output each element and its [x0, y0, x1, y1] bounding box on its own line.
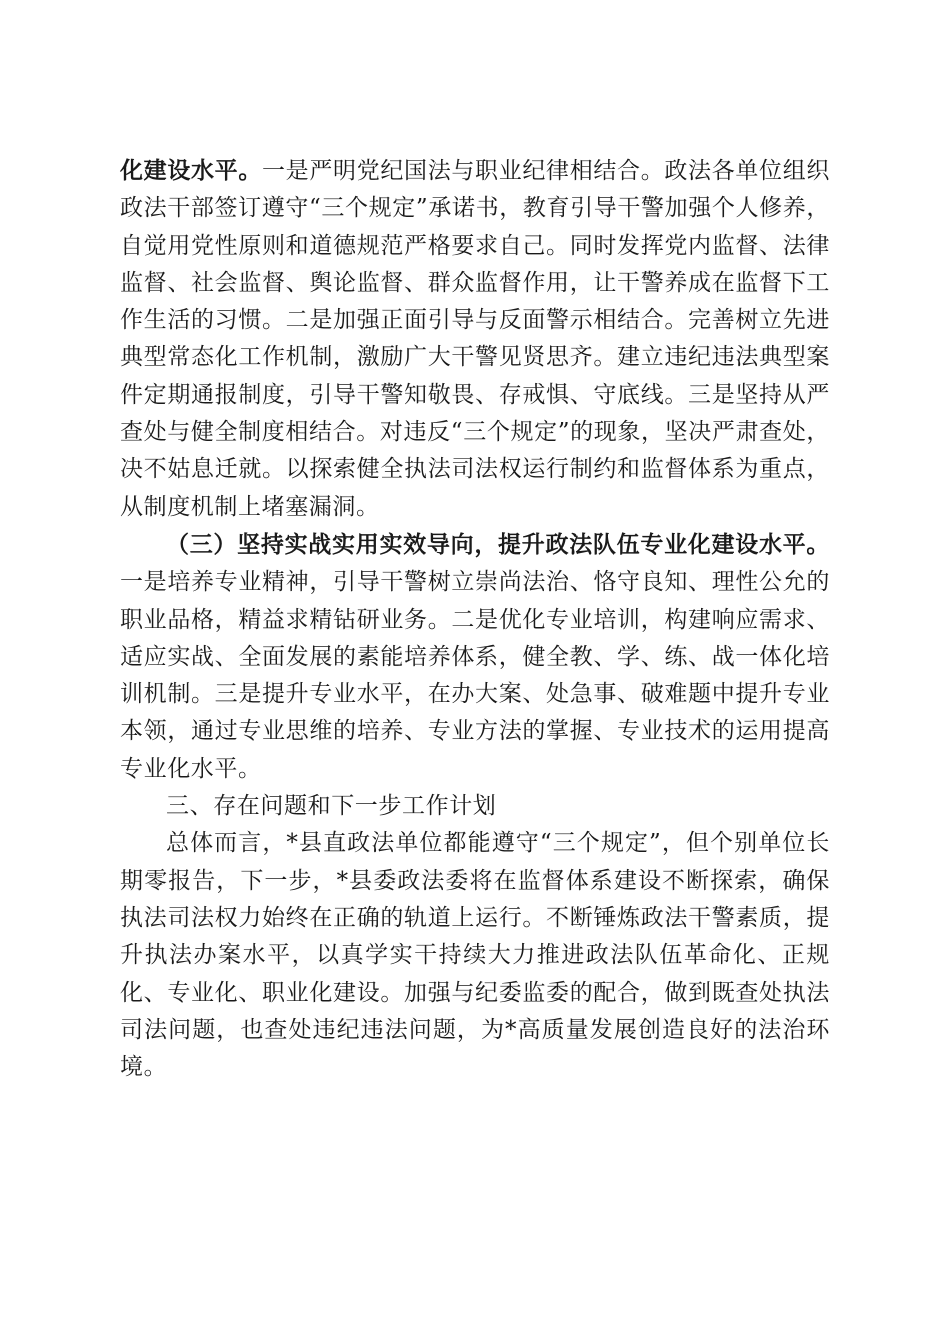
- section-3-heading-bold: （三）坚持实战实用实效导向，提升政法队伍专业化建设水平。: [166, 530, 830, 558]
- section-heading-problems-plan: 三、存在问题和下一步工作计划: [166, 793, 497, 820]
- paragraph-body: 一是严明党纪国法与职业纪律相结合。政法各单位组织政法干部签订遵守“三个规定”承诺书，教育引导干警加强个人修养，自觉用党性原则和道德规范严格要求自己。同时发挥党内监督、法律监督、社会监督、舆论监督、群众监督作用，让干警养成在监督下工作生活的习惯。二是加强正面引导与反面警示相结合。完善树立先进典型常态化工作机制，激励广大干警见贤思齐。建立违纪违法典型案件定期通报制度，引导干警知敬畏、存戒惧、守底线。三是坚持从严查处与健全制度相结合。对违反“三个规定”的现象，坚决严肃查处，决不姑息迁就。以探索健全执法司法权运行制约和监督体系为重点，从制度机制上堵塞漏洞。: [120, 158, 830, 520]
- paragraph-body: 一是培养专业精神，引导干警树立崇尚法治、恪守良知、理性公允的职业品格，精益求精钻研业务。二是优化专业培训，构建响应需求、适应实战、全面发展的素能培养体系，健全教、学、练、战一体化培训机制。三是提升专业水平，在办大案、处急事、破难题中提升专业本领，通过专业思维的培养、专业方法的掌握、专业技术的运用提高专业化水平。: [120, 569, 830, 782]
- paragraph-professional: [120, 526, 830, 788]
- paragraph-lead-bold: 化建设水平。: [120, 157, 263, 184]
- document-page: [120, 152, 830, 1086]
- paragraph-summary: 总体而言，*县直政法单位都能遵守“三个规定”，但个别单位长期零报告，下一步，*县委政法委将在监督体系建设不断探索，确保执法司法权力始终在正确的轨道上运行。不断锤炼政法干警素质，提升执法办案水平，以真学实干持续大力推进政法队伍革命化、正规化、专业化、职业化建设。加强与纪委监委的配合，做到既查处执法司法问题，也查处违纪违法问题，为*高质量发展创造良好的法治环境。: [120, 830, 830, 1081]
- paragraph-discipline: [120, 152, 830, 526]
